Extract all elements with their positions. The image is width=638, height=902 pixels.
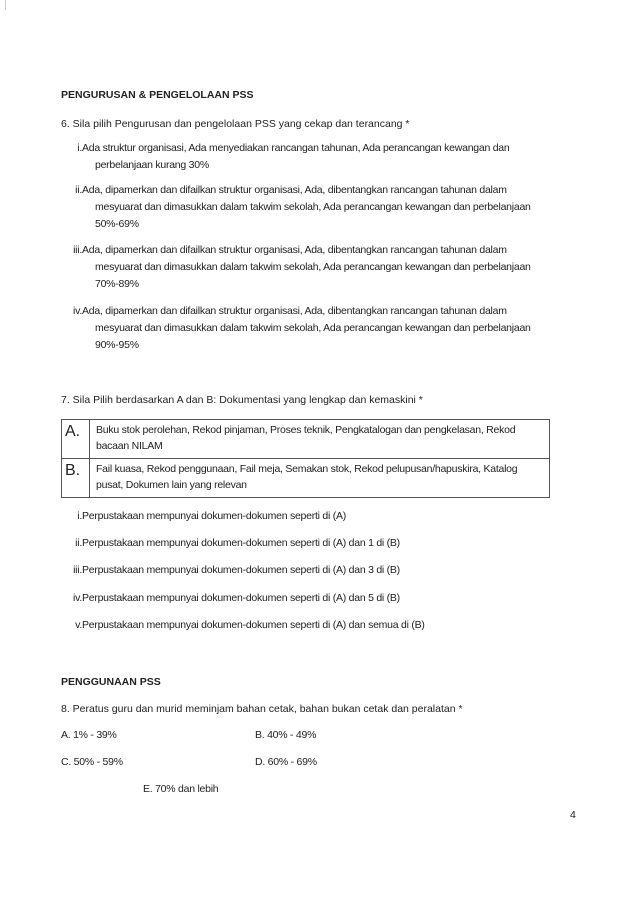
question-6-text: Pengurusan dan pengelolaan PSS yang cekap dan terancang *	[114, 118, 410, 130]
q6-option-iii-rest: mesyuarat dan dimasukkan dalam takwim sekolah, Ada perancangan kewangan dan perbelanjaan 70%-89%	[95, 261, 531, 290]
q6-option-ii-rest: mesyuarat dan dimasukkan dalam takwim sekolah, Ada perancangan kewangan dan perbelanjaan 50%-69%	[95, 201, 531, 230]
question-7-text: Dokumentasi yang lengkap dan kemaskini *	[219, 394, 423, 406]
q7-option-iii-text: Perpustakaan mempunyai dokumen-dokumen seperti di (A) dan 3 di (B)	[82, 564, 400, 576]
q7-table-value-b: Fail kuasa, Rekod penggunaan, Fail meja, Semakan stok, Rekod pelupusan/hapuskira, Katalog pusat, Dokumen lain yang relevan	[90, 459, 550, 498]
page-number: 4	[570, 809, 576, 821]
q6-option-ii-line1: Ada, dipamerkan dan difailkan struktur organisasi, Ada, dibentangkan rancangan tahunan dalam	[82, 184, 507, 196]
q6-option-iv-line1: Ada, dipamerkan dan difailkan struktur organisasi, Ada, dibentangkan rancangan tahunan dalam	[82, 305, 507, 317]
q7-option-iii-label: iii.	[73, 564, 82, 576]
q7-option-i-text: Perpustakaan mempunyai dokumen-dokumen seperti di (A)	[82, 510, 346, 522]
q8-option-c[interactable]: C. 50% - 59%	[61, 756, 123, 768]
q7-option-ii-text: Perpustakaan mempunyai dokumen-dokumen seperti di (A) dan 1 di (B)	[82, 537, 400, 549]
q6-option-iv-label: iv.	[73, 305, 82, 317]
q6-option-i[interactable]	[58, 140, 558, 174]
q7-option-v-text: Perpustakaan mempunyai dokumen-dokumen seperti di (A) dan semua di (B)	[82, 619, 425, 631]
q7-table-value-a: Buku stok perolehan, Rekod pinjaman, Proses teknik, Pengkatalogan dan pengkelasan, Rekod bacaan NILAM	[90, 420, 550, 459]
q6-option-i-label: i.	[77, 142, 82, 154]
question-7-prefix: 7. Sila Pilih berdasarkan A dan B:	[61, 394, 220, 406]
q6-option-ii[interactable]	[58, 182, 568, 233]
q7-option-iv[interactable]	[56, 591, 400, 605]
q8-option-e[interactable]: E. 70% dan lebih	[143, 783, 219, 795]
q7-option-iii[interactable]	[56, 563, 400, 577]
q8-option-a[interactable]: A. 1% - 39%	[61, 729, 117, 741]
q6-option-iv-rest: mesyuarat dan dimasukkan dalam takwim sekolah, Ada perancangan kewangan dan perbelanjaan 90%-95%	[95, 322, 531, 351]
question-7	[61, 393, 423, 407]
q7-option-iv-label: iv.	[73, 592, 82, 604]
q7-option-v[interactable]	[56, 618, 425, 632]
q6-option-i-line1: Ada struktur organisasi, Ada menyediakan rancangan tahunan, Ada perancangan kewangan dan	[82, 142, 510, 154]
q6-option-iv[interactable]	[58, 303, 568, 354]
q6-option-iii-line1: Ada, dipamerkan dan difailkan struktur organisasi, Ada, dibentangkan rancangan tahunan dalam	[82, 244, 507, 256]
q7-table-key-b: B.	[62, 459, 90, 498]
q7-table-row-b	[62, 459, 550, 498]
q8-option-d[interactable]: D. 60% - 69%	[255, 756, 317, 768]
question-6-prefix: 6. Sila pilih	[61, 118, 115, 130]
q8-option-b[interactable]: B. 40% - 49%	[255, 729, 317, 741]
q6-option-iii-label: iii.	[73, 244, 82, 256]
question-8-text: 8. Peratus guru dan murid meminjam bahan cetak, bahan bukan cetak dan peralatan *	[61, 703, 463, 715]
q7-table-key-a: A.	[62, 420, 90, 459]
page-edge-mark	[0, 0, 6, 10]
section-heading-pengurusan: PENGURUSAN & PENGELOLAAN PSS	[61, 89, 254, 101]
q7-option-ii[interactable]	[56, 536, 400, 550]
q7-option-i-label: i.	[77, 510, 82, 522]
q7-option-ii-label: ii.	[75, 537, 82, 549]
question-6	[61, 117, 410, 131]
section-heading-penggunaan: PENGGUNAAN PSS	[61, 676, 161, 688]
q7-table-row-a	[62, 420, 550, 459]
q7-option-iv-text: Perpustakaan mempunyai dokumen-dokumen seperti di (A) dan 5 di (B)	[82, 592, 400, 604]
q7-option-i[interactable]	[56, 509, 346, 523]
q7-option-v-label: v.	[75, 619, 82, 631]
q6-option-i-rest: perbelanjaan kurang 30%	[95, 159, 209, 171]
q6-option-ii-label: ii.	[75, 184, 82, 196]
q7-reference-table	[61, 419, 550, 498]
q6-option-iii[interactable]	[58, 242, 568, 293]
